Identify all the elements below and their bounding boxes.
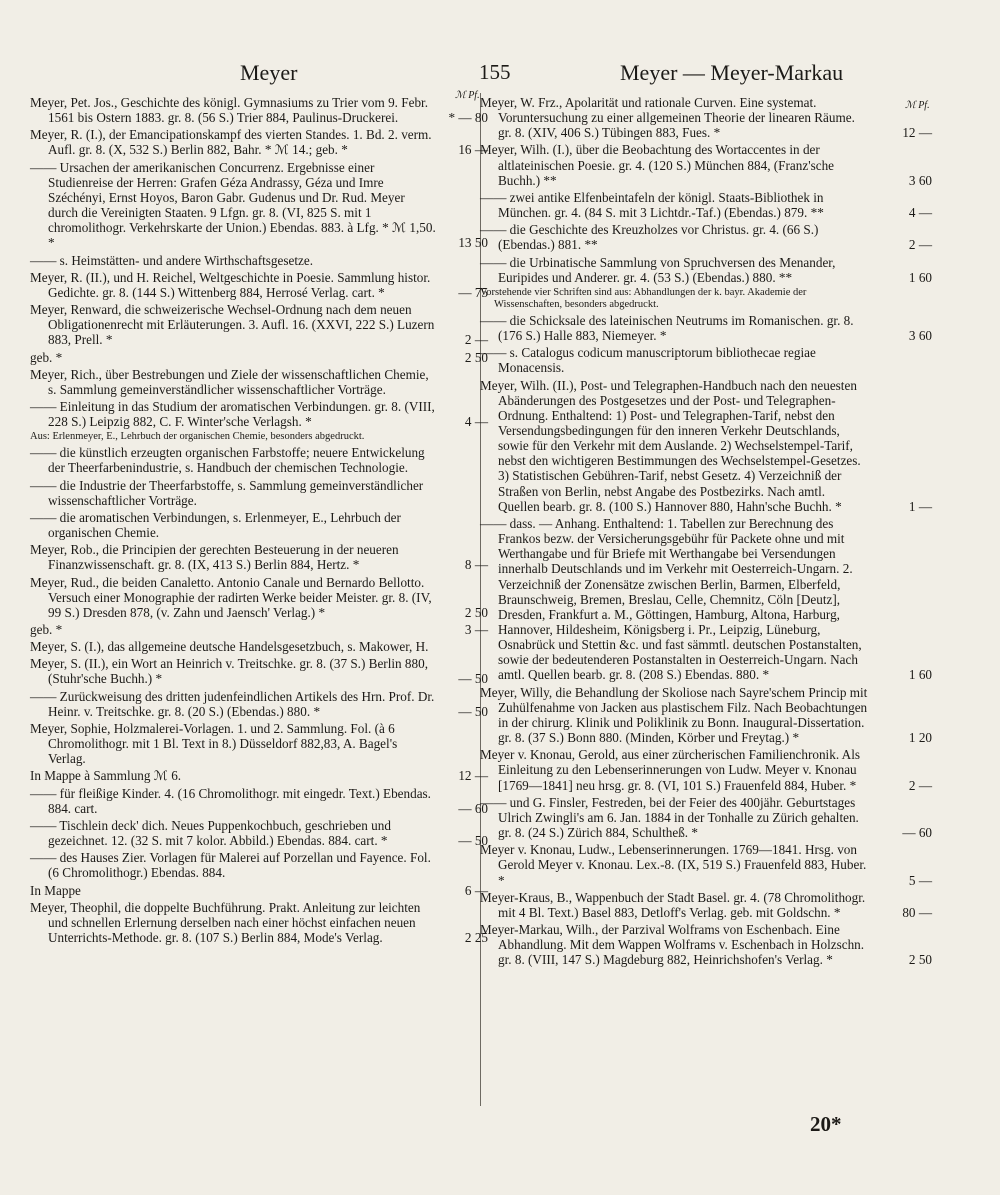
entry-text: —— des Hauses Zier. Vorlagen für Malerei auf Porzellan und Fayence. Fol. (6 Chromolithogr.) Ebendas. 884. xyxy=(30,850,431,881)
entry-price: 2 50 xyxy=(464,604,488,620)
catalogue-entry xyxy=(30,350,488,365)
entry-price: 2 50 xyxy=(464,349,488,365)
entry-price: — 75 xyxy=(458,284,488,300)
entry-text: —— für fleißige Kinder. 4. (16 Chromolithogr. mit eingedr. Text.) Ebendas. 884. xyxy=(30,785,431,816)
entry-price: 4 — xyxy=(464,414,488,430)
catalogue-entry xyxy=(480,378,932,514)
entry-text: Meyer v. Knonau, Ludw., Lebenserinnerungen. 1769—1841. Hrsg. von Gerold Meyer v. Knonau. Lex.-8. (IX, 519 S.) Frauenfeld 883, Huber. xyxy=(480,842,867,873)
catalogue-entry xyxy=(30,900,488,945)
entry-price: 16 — xyxy=(458,142,488,158)
entry-binding-note: * xyxy=(305,414,312,430)
entry-binding-note: geb. mit Goldschn. * xyxy=(730,904,841,920)
entry-binding-note: * xyxy=(691,825,698,841)
entry-text: Meyer, Rob., die Principien der gerechten Besteuerung in der neueren Finanzwissenschaft. gr. 8. (IX, 413 S.) Berlin 884, Hertz. xyxy=(30,542,399,573)
entry-price: 2 — xyxy=(464,332,488,348)
left-column xyxy=(30,95,488,947)
entry-price: 12 — xyxy=(458,768,488,784)
entry-text: Meyer, Wilh. (I.), über die Beobachtung des Wortaccentes in der altlateinischen Poesie. gr. 4. (120 S.) München 884, (Franz'sche Buchh.) xyxy=(480,142,835,188)
entry-binding-note: * xyxy=(313,703,321,719)
entry-binding-note: cart. xyxy=(74,800,98,816)
entry-text: —— und G. Finsler, Festreden, bei der Feier des 400jähr. Geburtstages Ulrich Zwingli's am 6. Jan. 1884 in der Tonhalle zu Zürich gehalten. gr. 8. (24 S.) Zürich 884, Schultheß. xyxy=(480,794,859,841)
entry-price: 5 — xyxy=(908,872,932,888)
catalogue-entry xyxy=(480,685,932,746)
entry-text: Meyer, S. (I.), das allgemeine deutsche Handelsgesetzbuch, s. Makower, H. xyxy=(30,639,429,655)
catalogue-entry xyxy=(480,747,932,792)
entry-price: 3 60 xyxy=(908,328,932,344)
entry-text: —— Ursachen der amerikanischen Concurrenz. Ergebnisse einer Studienreise der Herren: Grafen Géza Andrassy, Géza und Imre Széchényi, Ernst Hoyos, Baron Gabr. Gudenus und Dr. Rud. Meyer durch die Vereinigten Staaten. 9 Lfgn. gr. 8. (VI, 825 S. mit 1 chromolithogr. Verkehrskarte der Union.) Ebendas. 883. xyxy=(30,159,405,236)
entry-price: 2 50 xyxy=(908,952,932,968)
entry-text: Meyer-Markau, Wilh., der Parzival Wolframs von Eschenbach. Eine Abhandlung. Mit dem Wappen Wolframs v. Eschenbach in Holzschn. gr. 8. (VIII, 147 S.) Magdeburg 882, Heinrichshofen's Verlag. xyxy=(480,921,865,968)
catalogue-entry xyxy=(30,721,488,766)
catalogue-entry xyxy=(30,399,488,429)
entry-price: — 60 xyxy=(902,825,932,841)
entry-text: —— s. Heimstätten- und andere Wirthschaftsgesetze. xyxy=(30,252,314,268)
entry-price: 2 25 xyxy=(464,929,488,945)
entry-binding-note: * ℳ 14.; geb. * xyxy=(264,142,348,158)
entry-binding-note: cart. * xyxy=(354,833,388,849)
catalogue-entry xyxy=(30,160,488,251)
signature-mark: 20* xyxy=(810,1112,842,1136)
entry-text: —— die Schicksale des lateinischen Neutrums im Romanischen. gr. 8. (176 S.) Halle 883, Niemeyer. xyxy=(480,312,854,344)
entry-price: 2 — xyxy=(908,237,932,253)
entry-price: 1 60 xyxy=(908,269,932,285)
catalogue-entry xyxy=(30,445,488,475)
catalogue-note xyxy=(480,287,932,311)
catalogue-entry xyxy=(30,818,488,848)
entry-text: Meyer, Willy, die Behandlung der Skoliose nach Sayre'schem Princip mit Zuhülfenahme von Jacken aus plastischem Filz. Nach Beobachtungen in der chirurg. Klinik und Poliklinik zu Bonn. Inaugural-Dissertation. gr. 8. (37 S.) Bonn 880. (Minden, Körber und Freytag.) xyxy=(480,684,868,746)
entry-text: —— die Industrie der Theerfarbstoffe, s. Sammlung gemeinverständlicher wissenschaftlicher Vorträge. xyxy=(30,477,424,508)
entry-binding-note: geb. * xyxy=(30,349,63,365)
entry-text: —— die künstlich erzeugten organischen Farbstoffe; neuere Entwickelung der Theerfarbenindustrie, s. Handbuch der chemischen Technologie. xyxy=(30,445,425,476)
entry-price: 3 60 xyxy=(908,172,932,188)
catalogue-entry xyxy=(480,190,932,220)
catalogue-entry xyxy=(30,510,488,540)
entry-text: —— zwei antike Elfenbeintafeln der königl. Staats-Bibliothek in München. gr. 4. (84 S. mit 3 Lichtdr.-Taf.) (Ebendas.) 879. xyxy=(480,189,824,221)
entry-text: Meyer, R. (I.), der Emancipationskampf des vierten Standes. 1. Bd. 2. verm. Aufl. gr. 8. (X, 532 S.) Berlin 882, Bahr. xyxy=(30,127,432,158)
catalogue-entry xyxy=(30,656,488,686)
entry-binding-note: cart. * xyxy=(351,284,385,300)
entry-binding-note: * xyxy=(849,777,857,793)
entry-text: —— Zurückweisung des dritten judenfeindlichen Artikels des Hrn. Prof. Dr. Heinr. v. Treitschke. gr. 8. (20 S.) (Ebendas.) 880. xyxy=(30,688,435,719)
entry-binding-note: ** xyxy=(810,205,824,221)
entry-binding-note: In Mappe xyxy=(30,882,81,898)
entry-binding-note: * xyxy=(713,125,721,141)
currency-mark-right: ℳ Pf. xyxy=(905,100,930,111)
entry-text: Meyer, R. (II.), und H. Reichel, Weltgeschichte in Poesie. Sammlung histor. Gedichte. gr. 8. (144 S.) Wittenberg 884, Herrosé Verlag. xyxy=(30,269,431,300)
entry-text: Vorstehende vier Schriften sind aus: Abhandlungen der k. bayr. Akademie der Wissenschaften, besonders abgedruckt. xyxy=(480,286,807,310)
running-head-left: Meyer xyxy=(240,60,298,85)
entry-price: 4 — xyxy=(908,205,932,221)
entry-price: 1 — xyxy=(908,498,932,514)
entry-text: Meyer-Kraus, B., Wappenbuch der Stadt Basel. gr. 4. (78 Chromolithogr. mit 4 Bl. Text.) Basel 883, Detloff's Verlag. xyxy=(480,889,866,920)
entry-price: — 50 xyxy=(458,703,488,719)
entry-text: —— die Geschichte des Kreuzholzes vor Christus. gr. 4. (66 S.) (Ebendas.) 881. xyxy=(480,222,819,253)
catalogue-entry xyxy=(30,478,488,508)
catalogue-entry xyxy=(480,345,932,375)
entry-price: 80 — xyxy=(902,904,932,920)
catalogue-entry xyxy=(480,222,932,252)
entry-text: Meyer v. Knonau, Gerold, aus einer zürcherischen Familienchronik. Als Einleitung zu den Lebenserinnerungen von Ludw. Meyer v. Knonau [1769—1841] neu hrsg. gr. 8. (VI, 101 S.) Frauenfeld 884, Huber. xyxy=(480,747,861,793)
entry-text: —— Tischlein deck' dich. Neues Puppenkochbuch, geschrieben und gezeichnet. 12. (32 S. mit 7 kolor. Abbild.) Ebendas. 884. xyxy=(30,817,391,849)
entry-price: 3 — xyxy=(464,622,488,637)
entry-text: Meyer, Sophie, Holzmalerei-Vorlagen. 1. und 2. Sammlung. Fol. (à 6 Chromolithogr. mit 1 Bl. Text in 8.) Düsseldorf 882,83, A. Bagel's Verlag. xyxy=(30,720,398,767)
entry-price: 6 — xyxy=(464,882,488,898)
entry-binding-note: * xyxy=(762,667,770,683)
entry-binding-note: geb. * xyxy=(30,622,63,637)
entry-binding-note: * xyxy=(105,332,113,348)
catalogue-entry xyxy=(480,890,932,920)
running-head-right: Meyer — Meyer-Markau xyxy=(620,60,844,85)
entry-price: 2 — xyxy=(908,777,932,793)
catalogue-entry xyxy=(480,516,932,683)
entry-binding-note: * xyxy=(352,557,360,573)
entry-binding-note: * xyxy=(498,872,505,888)
entry-binding-note: * xyxy=(835,498,842,514)
entry-binding-note: In Mappe à Sammlung ℳ 6. xyxy=(30,768,182,784)
catalogue-entry xyxy=(30,253,488,268)
catalogue-entry xyxy=(30,639,488,654)
entry-text: Meyer, Renward, die schweizerische Wechsel-Ordnung nach dem neuen Obligationenrecht mit Erläuterungen. 3. Aufl. 16. (XXVI, 222 S.) Luzern 883, Prell. xyxy=(30,302,435,348)
catalogue-note xyxy=(30,431,488,443)
entry-text: —— die aromatischen Verbindungen, s. Erlenmeyer, E., Lehrbuch der organischen Chemie. xyxy=(30,509,401,541)
entry-text: Meyer, S. (II.), ein Wort an Heinrich v. Treitschke. gr. 8. (37 S.) Berlin 880, (Stuhr'sche Buchh.) xyxy=(30,656,428,687)
entry-binding-note: * xyxy=(792,730,800,746)
currency-mark-left: ℳ Pf. xyxy=(455,90,480,101)
catalogue-entry xyxy=(30,883,488,898)
catalogue-entry xyxy=(30,302,488,347)
catalogue-entry xyxy=(480,255,932,285)
catalogue-entry xyxy=(480,313,932,343)
catalogue-entry xyxy=(480,95,932,140)
catalogue-entry xyxy=(30,786,488,816)
entry-price: 1 20 xyxy=(908,730,932,746)
entry-text: Meyer, Rich., über Bestrebungen und Ziele der wissenschaftlichen Chemie, s. Sammlung gemeinverständlicher wissenschaftlicher Vorträge. xyxy=(30,366,429,397)
entry-price: 1 60 xyxy=(908,667,932,683)
page-number: 155 xyxy=(479,60,511,84)
entry-binding-note: * xyxy=(659,328,667,344)
entry-price: * — 80 xyxy=(448,110,488,126)
catalogue-entry xyxy=(480,922,932,967)
catalogue-entry xyxy=(30,689,488,719)
right-column xyxy=(480,95,932,969)
catalogue-entry xyxy=(30,622,488,637)
entry-text: Meyer, W. Frz., Apolarität und rationale Curven. Eine systemat. Voruntersuchung zu einer allgemeinen Theorie der linearen Räume. gr. 8. (XIV, 406 S.) Tübingen 883, Fues. xyxy=(480,95,855,141)
entry-binding-note: ** xyxy=(778,269,793,285)
catalogue-entry xyxy=(30,850,488,880)
catalogue-entry xyxy=(480,842,932,887)
entry-price: 12 — xyxy=(902,125,932,141)
entry-text: —— Einleitung in das Studium der aromatischen Verbindungen. gr. 8. (VIII, 228 S.) Leipzig 882, C. F. Winter'sche Verlagsh. xyxy=(30,398,435,430)
catalogue-entry xyxy=(30,95,488,125)
entry-text: Meyer, Rud., die beiden Canaletto. Antonio Canale und Bernardo Bellotto. Versuch einer Monographie der radirten Werke beider Meister. gr. 8. (IV, 99 S.) Dresden 878, (v. Zahn und Jaensch' Verlag.) xyxy=(30,574,432,620)
entry-price: — 60 xyxy=(458,800,488,816)
entry-binding-note: ** xyxy=(584,237,598,253)
entry-text: Meyer, Pet. Jos., Geschichte des königl. Gymnasiums zu Trier vom 9. Febr. 1561 bis Ostern 1883. gr. 8. (56 S.) Trier 884, Paulinus-Druckerei. xyxy=(30,95,428,126)
entry-price: 13 50 xyxy=(458,235,488,251)
catalogue-entry xyxy=(30,542,488,572)
entry-binding-note: * xyxy=(318,604,326,620)
entry-price: 8 — xyxy=(464,557,488,573)
entry-text: —— die Urbinatische Sammlung von Spruchversen des Menander, Euripides und Anderer. gr. 4. (53 S.) (Ebendas.) 880. xyxy=(480,254,836,285)
catalogue-entry xyxy=(480,795,932,840)
catalogue-entry xyxy=(30,575,488,620)
entry-price: — 50 xyxy=(458,671,488,687)
entry-binding-note: * xyxy=(155,671,163,687)
catalogue-entry xyxy=(30,127,488,157)
catalogue-entry xyxy=(30,367,488,397)
catalogue-entry xyxy=(480,142,932,187)
entry-binding-note: * xyxy=(826,952,833,968)
entry-text: Meyer, Wilh. (II.), Post- und Telegraphen-Handbuch nach den neuesten Abänderungen des Postgesetzes und der Post- und Telegraphen-Ordnung. Enthaltend: 1) Post- und Telegraphen-Tarif, nebst den Versendungsbedingungen für den inneren Verkehr Deutschlands, sowie für den Verkehr mit dem Auslande. 2) Wechselstempel-Tarif, nebst den wichtigeren Bestimmungen des Wechselstempel-Gesetzes. 3) Statistischen Gebühren-Tarif, nebst Gesetz. 4) Verzeichniß der Straßen von Berlin, nebst Angabe des Postbezirks. Nach amtl. Quellen bearb. gr. 8. (100 S.) Hannover 880, Hahn'sche Buchh. xyxy=(480,377,861,514)
entry-binding-note: ** xyxy=(543,172,557,188)
entry-text: —— s. Catalogus codicum manuscriptorum bibliothecae regiae Monacensis. xyxy=(480,345,816,376)
catalogue-entry xyxy=(30,768,488,783)
entry-price: — 50 xyxy=(458,833,488,849)
entry-text: Meyer, Theophil, die doppelte Buchführung. Prakt. Anleitung zur leichten und schnellen Erlernung derselben nach einer höchst einfachen neuen Unterrichts-Methode. gr. 8. (107 S.) Berlin 884, Mode's Verlag. xyxy=(30,899,421,945)
catalogue-entry xyxy=(30,270,488,300)
entry-text: Aus: Erlenmeyer, E., Lehrbuch der organischen Chemie, besonders abgedruckt. xyxy=(30,431,365,443)
entry-binding-note: à Lfg. * ℳ 1,50. * xyxy=(48,220,436,251)
entry-text: —— dass. — Anhang. Enthaltend: 1. Tabellen zur Berechnung des Frankos bezw. der Versicherungsgebühr für Packete ohne und mit Werthangabe und für Briefe mit Werthangabe bei Versendungen innerhalb Deutschlands und im Verkehr mit Oesterreich-Ungarn. 2. Verzeichniß der Zonensätze zwischen Berlin, Barmen, Elberfeld, Braunschweig, Bremen, Breslau, Celle, Chemnitz, Cöln [Deutz], Dresden, Frankfurt a. M., Göttingen, Hamburg, Altona, Harburg, Hannover, Hildesheim, Königsberg i. Pr., Leipzig, Lüneburg, Osnabrück und Stettin &c. und fast sämmtl. deutschen Postanstalten, sowie der bedeutenderen Postanstalten in Oesterreich-Ungarn. Nach amtl. Quellen bearb. gr. 8. (208 S.) Ebendas. 880. xyxy=(480,515,862,683)
